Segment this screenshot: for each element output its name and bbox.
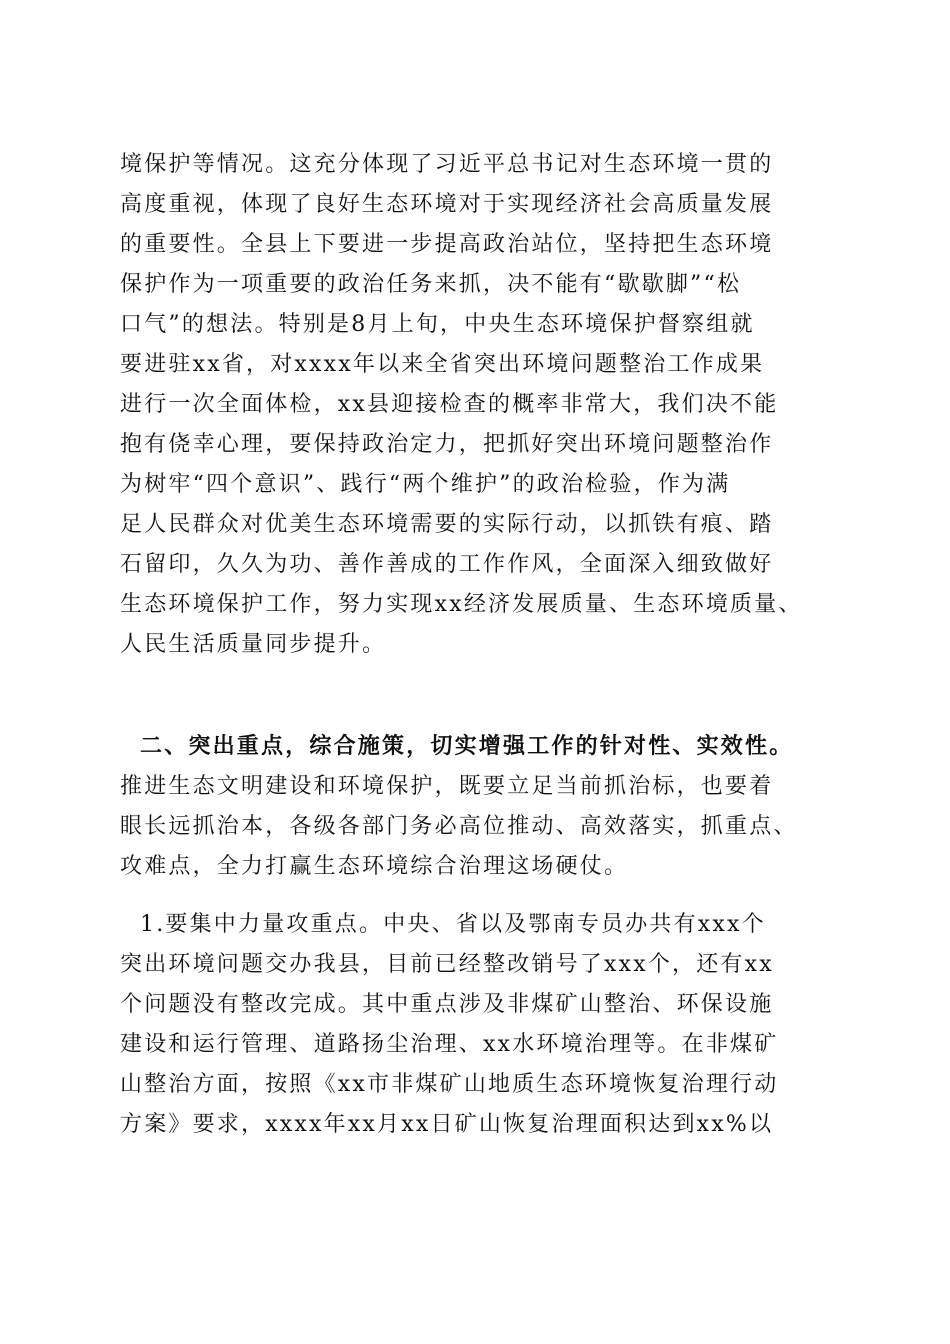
text-line: 生态环境保护工作，努力实现xx经济发展质量、生态环境质量、 <box>120 592 803 617</box>
text-line: 高度重视，体现了良好生态环境对于实现经济社会高质量发展 <box>120 192 774 217</box>
section-two <box>120 727 830 887</box>
text-line: 进行一次全面体检，xx县迎接检查的概率非常大，我们决不能 <box>120 392 779 417</box>
text-line: 建设和运行管理、道路扬尘治理、xx水环境治理等。在非煤矿 <box>120 1032 779 1057</box>
text-line: 攻难点，全力打赢生态环境综合治理这场硬仗。 <box>120 854 629 879</box>
text-line: 境保护等情况。这充分体现了习近平总书记对生态环境一贯的 <box>120 152 774 177</box>
text-line: 山整治方面，按照《xx市非煤矿山地质生态环境恢复治理行动 <box>120 1072 779 1097</box>
paragraph-ecological-importance <box>120 145 830 665</box>
text-line: 突出环境问题交办我县，目前已经整改销号了xxx个，还有xx <box>120 952 774 977</box>
text-line: 口气”的想法。特别是8月上旬，中央生态环境保护督察组就 <box>120 312 755 337</box>
text-line: 的重要性。全县上下要进一步提高政治站位，坚持把生态环境 <box>120 232 774 257</box>
text-line: 石留印，久久为功、善作善成的工作作风，全面深入细致做好 <box>120 552 774 577</box>
text-line: 眼长远抓治本，各级各部门务必高位推动、高效落实，抓重点、 <box>120 814 798 839</box>
text-line: 推进生态文明建设和环境保护，既要立足当前抓治标，也要着 <box>120 774 774 799</box>
text-line: 人民生活质量同步提升。 <box>120 632 387 657</box>
text-line: 抱有侥幸心理，要保持政治定力，把抓好突出环境问题整治作 <box>120 432 774 457</box>
text-line: 为树牢“四个意识”、践行“两个维护”的政治检验，作为满 <box>120 472 731 497</box>
section-heading: 二、突出重点，综合施策，切实增强工作的针对性、实效性。 <box>140 734 794 759</box>
paragraph-key-points <box>120 905 830 1145</box>
text-line: 1.要集中力量攻重点。中央、省以及鄂南专员办共有xxx个 <box>140 912 766 937</box>
text-line: 方案》要求，xxxx年xx月xx日矿山恢复治理面积达到xx%以 <box>120 1112 774 1137</box>
text-line: 要进驻xx省，对xxxx年以来全省突出环境问题整治工作成果 <box>120 352 765 377</box>
text-line: 保护作为一项重要的政治任务来抓，决不能有“歇歇脚”“松 <box>120 272 742 297</box>
text-line: 足人民群众对优美生态环境需要的实际行动，以抓铁有痕、踏 <box>120 512 774 537</box>
text-line: 个问题没有整改完成。其中重点涉及非煤矿山整治、环保设施 <box>120 992 774 1017</box>
